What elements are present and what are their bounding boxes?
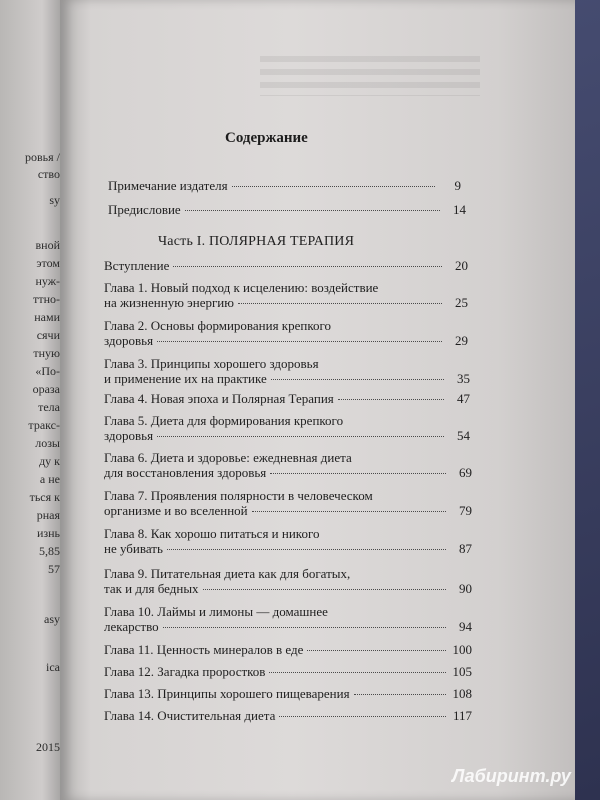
toc-entry [104, 488, 472, 518]
dot-leader [203, 589, 446, 590]
left-page-fragment: ттно- [33, 292, 60, 306]
left-page-fragment: 5,85 [39, 544, 60, 558]
page-number: 69 [459, 465, 472, 480]
entry-title: Глава 11. Ценность минералов в еде [104, 642, 304, 657]
toc-entry [104, 318, 468, 348]
entry-title-cont: так и для бедных [104, 581, 199, 596]
page-number: 29 [455, 333, 468, 348]
dot-leader [354, 694, 446, 695]
part-heading: Часть I. ПОЛЯРНАЯ ТЕРАПИЯ [158, 234, 355, 249]
dot-leader [232, 186, 435, 187]
left-page-fragment: sy [49, 193, 60, 207]
left-page-fragment: изнь [36, 526, 60, 540]
entry-title-cont: здоровья [104, 428, 154, 443]
page-number: 108 [452, 686, 472, 701]
dot-leader [157, 341, 442, 342]
left-page [0, 0, 60, 800]
entry-title: Глава 7. Проявления полярности в человеческом [104, 488, 373, 503]
left-page-fragment: «По- [35, 364, 60, 378]
dot-leader [270, 473, 446, 474]
entry-title-cont: здоровья [104, 333, 154, 348]
toc-entry-publisher-note [108, 178, 461, 193]
dot-leader [173, 266, 442, 267]
entry-title: Глава 14. Очистительная диета [104, 708, 276, 723]
entry-title: Предисловие [108, 202, 181, 217]
page-number: 117 [452, 708, 472, 723]
toc-entry-foreword [108, 202, 466, 217]
toc-entry [104, 686, 472, 701]
entry-title: Вступление [104, 258, 170, 273]
dot-leader [307, 650, 446, 651]
toc-entry [104, 708, 472, 723]
toc-entry [104, 391, 470, 406]
toc-entry [104, 526, 472, 556]
entry-title: Глава 8. Как хорошо питаться и никого [104, 526, 320, 541]
left-page-fragment: ду к [39, 454, 60, 468]
dot-leader [252, 511, 446, 512]
watermark-logo: Лабиринт.ру [452, 766, 571, 786]
page-number: 47 [457, 391, 470, 406]
left-page-fragment: ство [37, 167, 60, 181]
left-page-fragment: тную [33, 346, 60, 360]
left-page-fragment: нуж- [35, 274, 60, 288]
entry-title: Глава 1. Новый подход к исцелению: воздействие [104, 280, 379, 295]
left-page-fragment: рная [36, 508, 60, 522]
entry-title: Глава 12. Загадка проростков [104, 664, 266, 679]
page-number: 20 [455, 258, 468, 273]
page-number: 105 [452, 664, 472, 679]
entry-title-cont: организме и во вселенной [104, 503, 248, 518]
dot-leader [271, 379, 444, 380]
dot-leader [157, 436, 444, 437]
entry-title: Глава 9. Питательная диета как для богатых, [104, 566, 351, 581]
page-number: 9 [454, 178, 461, 193]
toc-entry [104, 566, 472, 596]
entry-title: Глава 6. Диета и здоровье: ежедневная диета [104, 450, 352, 465]
left-page-fragment: вной [35, 238, 60, 252]
left-page-fragment: тела [38, 400, 60, 414]
toc-entry [104, 450, 472, 480]
left-page-fragment: этом [36, 256, 60, 270]
toc-entry [104, 604, 472, 634]
page-number: 14 [453, 202, 466, 217]
left-page-fragment: 57 [48, 562, 60, 576]
entry-title-cont: не убивать [104, 541, 163, 556]
dot-leader [238, 303, 442, 304]
toc-entry [104, 413, 470, 443]
entry-title: Примечание издателя [108, 178, 228, 193]
entry-title: Глава 4. Новая эпоха и Полярная Терапия [104, 391, 334, 406]
left-page-fragment: 2015 [36, 740, 60, 754]
dot-leader [338, 399, 444, 400]
left-page-fragment: ica [46, 660, 60, 674]
entry-title-cont: и применение их на практике [104, 371, 267, 386]
toc-entry [104, 280, 468, 310]
entry-title-cont: на жизненную энергию [104, 295, 234, 310]
left-page-fragment: asy [44, 612, 60, 626]
entry-title: Глава 2. Основы формирования крепкого [104, 318, 332, 333]
page-number: 94 [459, 619, 472, 634]
left-page-fragment: сячи [36, 328, 60, 342]
entry-title: Глава 10. Лаймы и лимоны — домашнее [104, 604, 328, 619]
dot-leader [185, 210, 440, 211]
page-number: 100 [452, 642, 472, 657]
left-page-fragment: тракс- [28, 418, 60, 432]
left-page-fragment: ровья / [25, 150, 60, 164]
page-number: 87 [459, 541, 472, 556]
left-page-fragment: нами [34, 310, 60, 324]
page-number: 90 [459, 581, 472, 596]
toc-entry [104, 356, 470, 386]
page-number: 35 [457, 371, 470, 386]
toc-entry [104, 642, 472, 657]
entry-title: Глава 3. Принципы хорошего здоровья [104, 356, 319, 371]
entry-title-cont: лекарство [104, 619, 159, 634]
dot-leader [167, 549, 446, 550]
dot-leader [269, 672, 446, 673]
left-page-fragment: ораза [32, 382, 60, 396]
left-page-fragment: а не [39, 472, 60, 486]
left-page-fragment: лозы [35, 436, 60, 450]
entry-title: Глава 13. Принципы хорошего пищеварения [104, 686, 350, 701]
toc-entry [104, 258, 468, 273]
page-number: 79 [459, 503, 472, 518]
bleed-through-text [260, 56, 480, 96]
toc-entry [104, 664, 472, 679]
toc-title: Содержание [225, 130, 308, 146]
entry-title-cont: для восстановления здоровья [104, 465, 267, 480]
left-page-fragment: ться к [29, 490, 60, 504]
page-number: 54 [457, 428, 470, 443]
page-number: 25 [455, 295, 468, 310]
dot-leader [279, 716, 446, 717]
dot-leader [163, 627, 446, 628]
entry-title: Глава 5. Диета для формирования крепкого [104, 413, 344, 428]
